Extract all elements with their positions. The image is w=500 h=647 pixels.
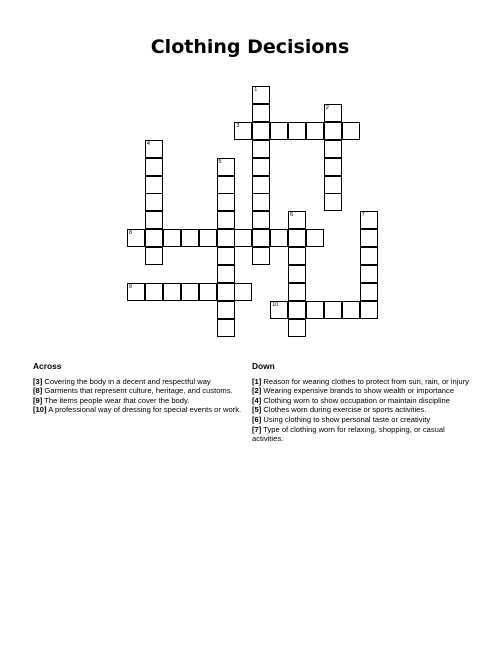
grid-cell[interactable] [270,229,288,247]
down-clue-7 [252,425,472,444]
clue-number: [5] [252,405,262,415]
grid-cell[interactable] [234,283,252,301]
grid-cell[interactable] [288,247,306,265]
grid-cell[interactable] [324,301,342,319]
grid-cell[interactable] [270,122,288,140]
grid-cell[interactable] [181,229,199,247]
grid-cell[interactable] [306,229,324,247]
grid-cell[interactable] [324,104,342,122]
grid-cell[interactable] [360,211,378,229]
across-clue-10 [33,405,243,415]
grid-cell[interactable] [234,122,252,140]
grid-cell[interactable] [252,140,270,158]
grid-cell[interactable] [217,265,235,283]
clue-text: Type of clothing worn for relaxing, shopping, or casual activities. [252,424,445,444]
grid-cell[interactable] [217,283,235,301]
grid-cell[interactable] [288,211,306,229]
clue-number: [4] [252,395,262,405]
grid-cell[interactable] [324,176,342,194]
clue-text: Reason for wearing clothes to protect from sun, rain, or injury [263,376,469,386]
grid-cell[interactable] [324,193,342,211]
clue-text: The items people wear that cover the body. [44,395,190,405]
grid-cell[interactable] [288,301,306,319]
across-clues [33,362,243,415]
grid-cell[interactable] [217,247,235,265]
clue-number: [8] [33,386,43,396]
grid-cell[interactable] [252,211,270,229]
grid-cell[interactable] [127,229,145,247]
clue-number-label: 6 [290,212,294,219]
clue-number-label: 7 [361,212,365,219]
grid-cell[interactable] [252,193,270,211]
clue-text: Clothes worn during exercise or sports activities. [263,405,427,415]
grid-cell[interactable] [270,301,288,319]
grid-cell[interactable] [145,158,163,176]
across-clue-8 [33,386,243,396]
across-clue-3 [33,377,243,387]
grid-cell[interactable] [217,176,235,194]
clue-text: Covering the body in a decent and respectful way [44,376,211,386]
grid-cell[interactable] [145,283,163,301]
grid-cell[interactable] [217,301,235,319]
grid-cell[interactable] [342,122,360,140]
grid-cell[interactable] [360,301,378,319]
clue-text: A professional way of dressing for special events or work. [48,405,242,415]
across-heading: Across [33,361,62,371]
down-clue-1 [252,377,472,387]
grid-cell[interactable] [163,283,181,301]
grid-cell[interactable] [360,283,378,301]
clue-number: [2] [252,386,262,396]
down-clue-2 [252,386,472,396]
grid-cell[interactable] [252,176,270,194]
clue-number-label: 9 [129,283,133,290]
grid-cell[interactable] [199,283,217,301]
clue-number-label: 5 [218,158,222,165]
grid-cell[interactable] [252,122,270,140]
clue-text: Using clothing to show personal taste or creativity [263,414,431,424]
clue-text: Garments that represent culture, heritage, and customs. [44,386,233,396]
down-clue-5 [252,405,472,415]
down-clue-4 [252,396,472,406]
grid-cell[interactable] [324,140,342,158]
grid-cell[interactable] [217,319,235,337]
grid-cell[interactable] [360,247,378,265]
down-clues [252,362,472,444]
grid-cell[interactable] [252,104,270,122]
clue-number: [7] [252,424,262,434]
grid-cell[interactable] [288,229,306,247]
clue-number-label: 4 [146,140,150,147]
grid-cell[interactable] [324,122,342,140]
grid-cell[interactable] [145,247,163,265]
clue-number-label: 8 [129,230,133,237]
grid-cell[interactable] [217,229,235,247]
grid-cell[interactable] [288,319,306,337]
grid-cell[interactable] [360,265,378,283]
grid-cell[interactable] [252,229,270,247]
grid-cell[interactable] [252,158,270,176]
grid-cell[interactable] [288,283,306,301]
clue-number-label: 2 [325,104,329,111]
grid-cell[interactable] [360,229,378,247]
grid-cell[interactable] [234,229,252,247]
clue-number-label: 1 [254,87,258,93]
clue-number: [6] [252,414,262,424]
across-clue-9 [33,396,243,406]
grid-cell[interactable] [217,193,235,211]
grid-cell[interactable] [127,283,145,301]
grid-cell[interactable] [181,283,199,301]
clue-number: [3] [33,376,43,386]
grid-cell[interactable] [145,211,163,229]
grid-cell[interactable] [252,247,270,265]
down-clue-6 [252,415,472,425]
grid-cell[interactable] [145,176,163,194]
puzzle-title: Clothing Decisions [150,36,350,58]
clue-text: Wearing expensive brands to show wealth or importance [263,386,455,396]
clue-text: Clothing worn to show occupation or maintain discipline [263,395,450,405]
clue-number-label: 10 [272,301,279,308]
grid-cell[interactable] [163,229,181,247]
grid-cell[interactable] [199,229,217,247]
grid-cell[interactable] [252,86,270,104]
grid-cell[interactable] [145,193,163,211]
clue-number-label: 3 [236,122,240,129]
grid-cell[interactable] [217,211,235,229]
clue-number: [9] [33,395,43,405]
grid-cell[interactable] [145,229,163,247]
grid-cell[interactable] [217,158,235,176]
grid-cell[interactable] [324,158,342,176]
clue-number: [1] [252,376,262,386]
grid-cell[interactable] [306,301,324,319]
grid-cell[interactable] [306,122,324,140]
grid-cell[interactable] [145,140,163,158]
grid-cell[interactable] [288,122,306,140]
clue-number: [10] [33,405,47,415]
grid-cell[interactable] [342,301,360,319]
grid-cell[interactable] [288,265,306,283]
down-heading: Down [252,361,275,371]
